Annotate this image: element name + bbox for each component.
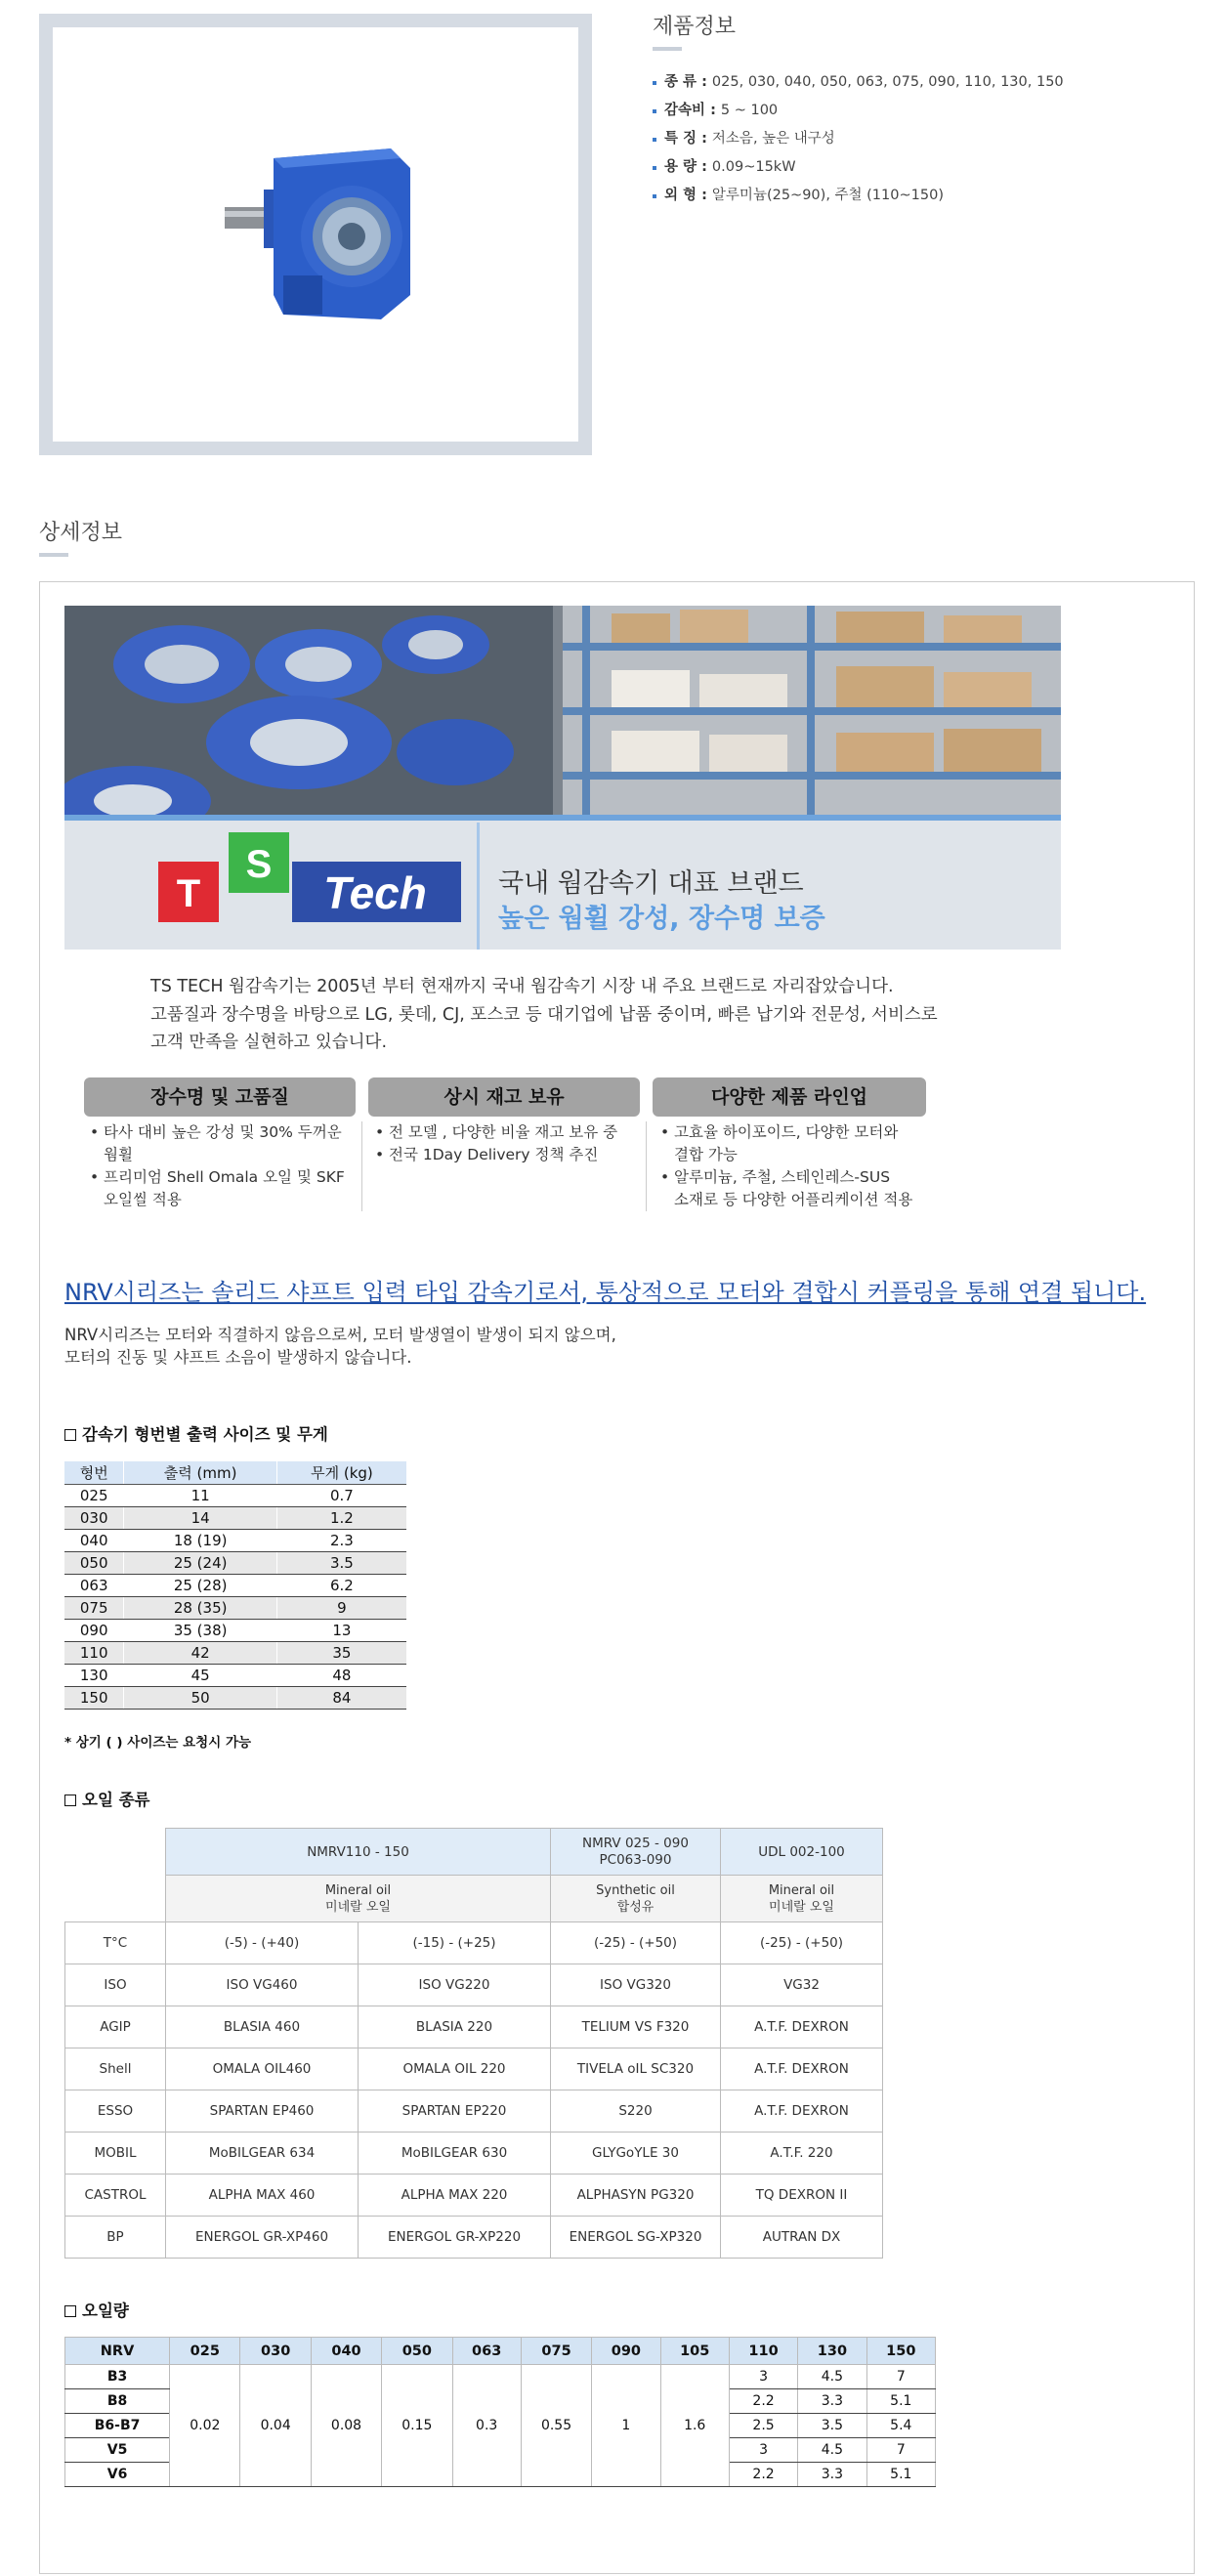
- table-cell: 13: [276, 1619, 406, 1641]
- bullet-icon: [653, 109, 656, 113]
- table-header: 050: [382, 2338, 452, 2365]
- table-row: [64, 1664, 406, 1686]
- table-row: [65, 2217, 883, 2259]
- table-cell: 5.1: [866, 2389, 935, 2414]
- spec-label: 외 형 :: [664, 188, 707, 203]
- table-cell: TIVELA oIL SC320: [551, 2048, 721, 2090]
- table-cell: A.T.F. DEXRON: [721, 2048, 883, 2090]
- shared-volume-cell: 0.04: [240, 2365, 311, 2487]
- table-cell: 25 (28): [124, 1574, 276, 1596]
- spec-item: [653, 97, 1064, 125]
- table-cell: S220: [551, 2090, 721, 2133]
- table-cell: 2.5: [729, 2414, 797, 2438]
- table-row: [64, 1686, 406, 1709]
- table-cell: ISO VG220: [359, 1964, 551, 2006]
- table-header: 출력 (mm): [124, 1461, 276, 1484]
- table-cell: 9: [276, 1596, 406, 1619]
- checkbox-square-icon: [64, 1429, 76, 1441]
- spec-value: 알루미늄(25~90), 주철 (110~150): [711, 188, 944, 203]
- row-label: AGIP: [65, 2006, 166, 2048]
- nrv-heading: NRV시리즈는 솔리드 샤프트 입력 타입 감속기로서, 통상적으로 모터와 결합시 커플링을 통해 연결 됩니다.: [64, 1279, 1147, 1306]
- table-cell: OMALA OIL 220: [359, 2048, 551, 2090]
- logo-letter-s: S: [245, 843, 273, 886]
- spec-value: 025, 030, 040, 050, 063, 075, 090, 110, 130, 150: [711, 74, 1064, 90]
- row-label: CASTROL: [65, 2175, 166, 2217]
- table-header: 무게 (kg): [276, 1461, 406, 1484]
- table-cell: ALPHASYN PG320: [551, 2175, 721, 2217]
- table-cell: ENERGOL GR-XP460: [166, 2217, 359, 2259]
- table-cell: 7: [866, 2438, 935, 2463]
- table-cell: 150: [64, 1686, 124, 1709]
- nrv-desc-line: 모터의 진동 및 샤프트 소음이 발생하지 않습니다.: [64, 1348, 412, 1367]
- size-table-body: [64, 1484, 406, 1709]
- table-row: [64, 1619, 406, 1641]
- table-cell: 050: [64, 1551, 124, 1574]
- table-header: 형번: [64, 1461, 124, 1484]
- table-row: [65, 2090, 883, 2133]
- feature-list: [375, 1121, 639, 1166]
- table-cell: (-25) - (+50): [721, 1922, 883, 1964]
- title-underline: [653, 47, 682, 51]
- spec-item: [653, 68, 1064, 97]
- feature-item: • 고효율 하이포이드, 다양한 모터와 결합 가능: [660, 1121, 934, 1166]
- oil-group-header: UDL 002-100: [721, 1829, 883, 1876]
- table-row: [65, 2133, 883, 2175]
- table-row: [64, 1641, 406, 1664]
- table-row: [64, 1574, 406, 1596]
- table-header: 040: [311, 2338, 381, 2365]
- logo-letter-t: T: [176, 872, 201, 915]
- detail-info-title: 상세정보: [39, 521, 123, 545]
- table-header: 025: [170, 2338, 240, 2365]
- shared-volume-cell: 0.3: [452, 2365, 521, 2487]
- shared-volume-cell: 0.15: [382, 2365, 452, 2487]
- nrv-description: [64, 1324, 616, 1369]
- size-note: * 상기 ( ) 사이즈는 요청시 가능: [64, 1735, 252, 1751]
- section-title-text: 감속기 형번별 출력 사이즈 및 무게: [82, 1425, 328, 1444]
- table-cell: 2.2: [729, 2389, 797, 2414]
- spec-label: 종 류 :: [664, 74, 707, 90]
- table-row: [64, 1596, 406, 1619]
- checkbox-square-icon: [64, 2305, 76, 2317]
- feature-item: • 전국 1Day Delivery 정책 추진: [375, 1144, 639, 1166]
- shared-volume-cell: 0.08: [311, 2365, 381, 2487]
- table-cell: ENERGOL GR-XP220: [359, 2217, 551, 2259]
- table-cell: 35: [276, 1641, 406, 1664]
- table-cell: VG32: [721, 1964, 883, 2006]
- table-cell: ALPHA MAX 460: [166, 2175, 359, 2217]
- table-cell: OMALA OIL460: [166, 2048, 359, 2090]
- spec-list: [653, 68, 1064, 210]
- table-cell: 42: [124, 1641, 276, 1664]
- oil-table-body: [65, 1829, 883, 2259]
- table-cell: A.T.F. DEXRON: [721, 2006, 883, 2048]
- oil-group-header: NMRV110 - 150: [166, 1829, 551, 1876]
- feature-list: [660, 1121, 934, 1211]
- feature-title: 상시 재고 보유: [368, 1077, 640, 1117]
- shared-volume-cell: 0.55: [521, 2365, 591, 2487]
- feature-item: • 프리미엄 Shell Omala 오일 및 SKF 오일씰 적용: [90, 1166, 354, 1211]
- mounting-position: B8: [65, 2389, 170, 2414]
- table-cell: 3: [729, 2365, 797, 2389]
- oil-group-header: NMRV 025 - 090 PC063-090: [551, 1829, 721, 1876]
- size-table-title: [64, 1421, 328, 1445]
- table-row: [64, 1484, 406, 1506]
- spec-item: [653, 125, 1064, 153]
- table-cell: SPARTAN EP460: [166, 2090, 359, 2133]
- table-header: 063: [452, 2338, 521, 2365]
- brand-banner: [64, 606, 1061, 950]
- bullet-icon: [653, 194, 656, 198]
- table-cell: A.T.F. DEXRON: [721, 2090, 883, 2133]
- intro-line: 고품질과 장수명을 바탕으로 LG, 롯데, CJ, 포스코 등 대기업에 납품 중이며, 빠른 납기와 전문성, 서비스로: [150, 1004, 938, 1025]
- feature-title: 다양한 제품 라인업: [653, 1077, 926, 1117]
- table-cell: (-5) - (+40): [166, 1922, 359, 1964]
- brand-highlight: 높은 웜휠 강성, 장수명 보증: [498, 904, 825, 934]
- table-row: [64, 1506, 406, 1529]
- spec-item: [653, 182, 1064, 210]
- table-cell: MoBILGEAR 630: [359, 2133, 551, 2175]
- brand-tagline: 국내 웜감속기 대표 브랜드: [498, 868, 804, 899]
- table-cell: 3: [729, 2438, 797, 2463]
- banner-accent-line: [64, 815, 1061, 821]
- table-cell: TQ DEXRON II: [721, 2175, 883, 2217]
- table-row: [65, 1922, 883, 1964]
- checkbox-square-icon: [64, 1795, 76, 1806]
- table-header: 110: [729, 2338, 797, 2365]
- table-cell: 35 (38): [124, 1619, 276, 1641]
- table-header: 130: [798, 2338, 866, 2365]
- oil-volume-title: [64, 2298, 129, 2321]
- bullet-icon: [653, 166, 656, 170]
- shared-volume-cell: 1: [592, 2365, 660, 2487]
- row-label: Shell: [65, 2048, 166, 2090]
- oil-type-cell: Mineral oil 미네랄 오일: [166, 1876, 551, 1922]
- mounting-position: V6: [65, 2463, 170, 2487]
- table-cell: 1.2: [276, 1506, 406, 1529]
- table-header: 150: [866, 2338, 935, 2365]
- table-cell: 3.3: [798, 2463, 866, 2487]
- table-cell: ISO VG460: [166, 1964, 359, 2006]
- row-label: ISO: [65, 1964, 166, 2006]
- table-header: 105: [660, 2338, 729, 2365]
- volume-header-row: [65, 2338, 936, 2365]
- mounting-position: V5: [65, 2438, 170, 2463]
- table-cell: 063: [64, 1574, 124, 1596]
- table-cell: 5.4: [866, 2414, 935, 2438]
- table-cell: 2.2: [729, 2463, 797, 2487]
- table-header: 090: [592, 2338, 660, 2365]
- table-cell: 3.3: [798, 2389, 866, 2414]
- table-row: [64, 1529, 406, 1551]
- worm-gear-reducer-image: [225, 129, 420, 334]
- row-label: T°C: [65, 1922, 166, 1964]
- intro-line: 고객 만족을 실현하고 있습니다.: [150, 1033, 388, 1052]
- table-cell: 030: [64, 1506, 124, 1529]
- table-cell: ALPHA MAX 220: [359, 2175, 551, 2217]
- oil-table-title: [64, 1787, 150, 1810]
- table-cell: 7: [866, 2365, 935, 2389]
- table-cell: 84: [276, 1686, 406, 1709]
- table-cell: 48: [276, 1664, 406, 1686]
- row-label: MOBIL: [65, 2133, 166, 2175]
- spec-item: [653, 153, 1064, 182]
- table-row: [64, 1551, 406, 1574]
- banner-divider: [477, 823, 480, 950]
- feature-item: • 타사 대비 높은 강성 및 30% 두꺼운 웜휠: [90, 1121, 354, 1166]
- table-cell: 28 (35): [124, 1596, 276, 1619]
- table-cell: 2.3: [276, 1529, 406, 1551]
- spec-value: 5 ~ 100: [720, 103, 779, 118]
- table-cell: 50: [124, 1686, 276, 1709]
- table-cell: 025: [64, 1484, 124, 1506]
- table-cell: 4.5: [798, 2365, 866, 2389]
- volume-table-body: [65, 2365, 936, 2487]
- row-label: BP: [65, 2217, 166, 2259]
- table-cell: 075: [64, 1596, 124, 1619]
- product-info-title: 제품정보: [653, 15, 737, 39]
- oil-type-cell: Mineral oil 미네랄 오일: [721, 1876, 883, 1922]
- table-cell: BLASIA 220: [359, 2006, 551, 2048]
- table-cell: 130: [64, 1664, 124, 1686]
- table-cell: A.T.F. 220: [721, 2133, 883, 2175]
- bullet-icon: [653, 138, 656, 142]
- table-cell: 45: [124, 1664, 276, 1686]
- table-cell: 14: [124, 1506, 276, 1529]
- oil-type-table: [64, 1828, 883, 2259]
- feature-item: • 전 모델 , 다양한 비율 재고 보유 중: [375, 1121, 639, 1144]
- table-cell: AUTRAN DX: [721, 2217, 883, 2259]
- table-cell: BLASIA 460: [166, 2006, 359, 2048]
- feature-divider: [361, 1121, 362, 1211]
- table-cell: ISO VG320: [551, 1964, 721, 2006]
- table-cell: ENERGOL SG-XP320: [551, 2217, 721, 2259]
- oil-type-cell: Synthetic oil 합성유: [551, 1876, 721, 1922]
- spec-value: 0.09~15kW: [711, 159, 796, 175]
- nrv-desc-line: NRV시리즈는 모터와 직결하지 않음으로써, 모터 발생열이 발생이 되지 않으며,: [64, 1326, 616, 1344]
- table-cell: SPARTAN EP220: [359, 2090, 551, 2133]
- section-title-text: 오일량: [82, 2302, 129, 2320]
- table-cell: (-25) - (+50): [551, 1922, 721, 1964]
- warehouse-photo: [64, 606, 1061, 815]
- table-cell: 110: [64, 1641, 124, 1664]
- feature-title: 장수명 및 고품질: [84, 1077, 356, 1117]
- mounting-position: B3: [65, 2365, 170, 2389]
- row-label: ESSO: [65, 2090, 166, 2133]
- table-cell: GLYGoYLE 30: [551, 2133, 721, 2175]
- mounting-position: B6-B7: [65, 2414, 170, 2438]
- table-cell: 0.7: [276, 1484, 406, 1506]
- table-row: [65, 2175, 883, 2217]
- table-row: [65, 2365, 936, 2389]
- spec-value: 저소음, 높은 내구성: [711, 131, 835, 147]
- table-cell: 3.5: [276, 1551, 406, 1574]
- spec-label: 감속비 :: [664, 103, 716, 118]
- table-cell: (-15) - (+25): [359, 1922, 551, 1964]
- table-cell: MoBILGEAR 634: [166, 2133, 359, 2175]
- feature-item: • 알루미늄, 주철, 스테인레스-SUS 소재로 등 다양한 어플리케이션 적용: [660, 1166, 934, 1211]
- table-corner: [65, 1829, 166, 1922]
- ts-tech-logo: [158, 832, 461, 940]
- table-cell: 11: [124, 1484, 276, 1506]
- shared-volume-cell: 1.6: [660, 2365, 729, 2487]
- feature-list: [90, 1121, 354, 1211]
- product-photo-frame: [39, 14, 592, 455]
- table-cell: 18 (19): [124, 1529, 276, 1551]
- table-row: [65, 2048, 883, 2090]
- table-cell: 090: [64, 1619, 124, 1641]
- size-weight-table: [64, 1461, 406, 1710]
- title-underline: [39, 553, 68, 557]
- intro-text: [150, 973, 971, 1057]
- table-cell: 3.5: [798, 2414, 866, 2438]
- table-header: NRV: [65, 2338, 170, 2365]
- table-cell: 4.5: [798, 2438, 866, 2463]
- table-header: 075: [521, 2338, 591, 2365]
- table-cell: 040: [64, 1529, 124, 1551]
- spec-label: 용 량 :: [664, 159, 707, 175]
- table-header: 030: [240, 2338, 311, 2365]
- section-title-text: 오일 종류: [82, 1791, 150, 1809]
- table-cell: 5.1: [866, 2463, 935, 2487]
- shared-volume-cell: 0.02: [170, 2365, 240, 2487]
- table-cell: 25 (24): [124, 1551, 276, 1574]
- oil-volume-table: [64, 2337, 936, 2487]
- intro-line: TS TECH 웜감속기는 2005년 부터 현재까지 국내 웜감속기 시장 내 주요 브랜드로 자리잡았습니다.: [150, 977, 894, 996]
- spec-label: 특 징 :: [664, 131, 707, 147]
- table-row: [65, 2006, 883, 2048]
- logo-word: Tech: [323, 867, 427, 918]
- table-cell: TELIUM VS F320: [551, 2006, 721, 2048]
- feature-divider: [646, 1121, 647, 1211]
- table-row: [65, 1964, 883, 2006]
- bullet-icon: [653, 81, 656, 85]
- table-cell: 6.2: [276, 1574, 406, 1596]
